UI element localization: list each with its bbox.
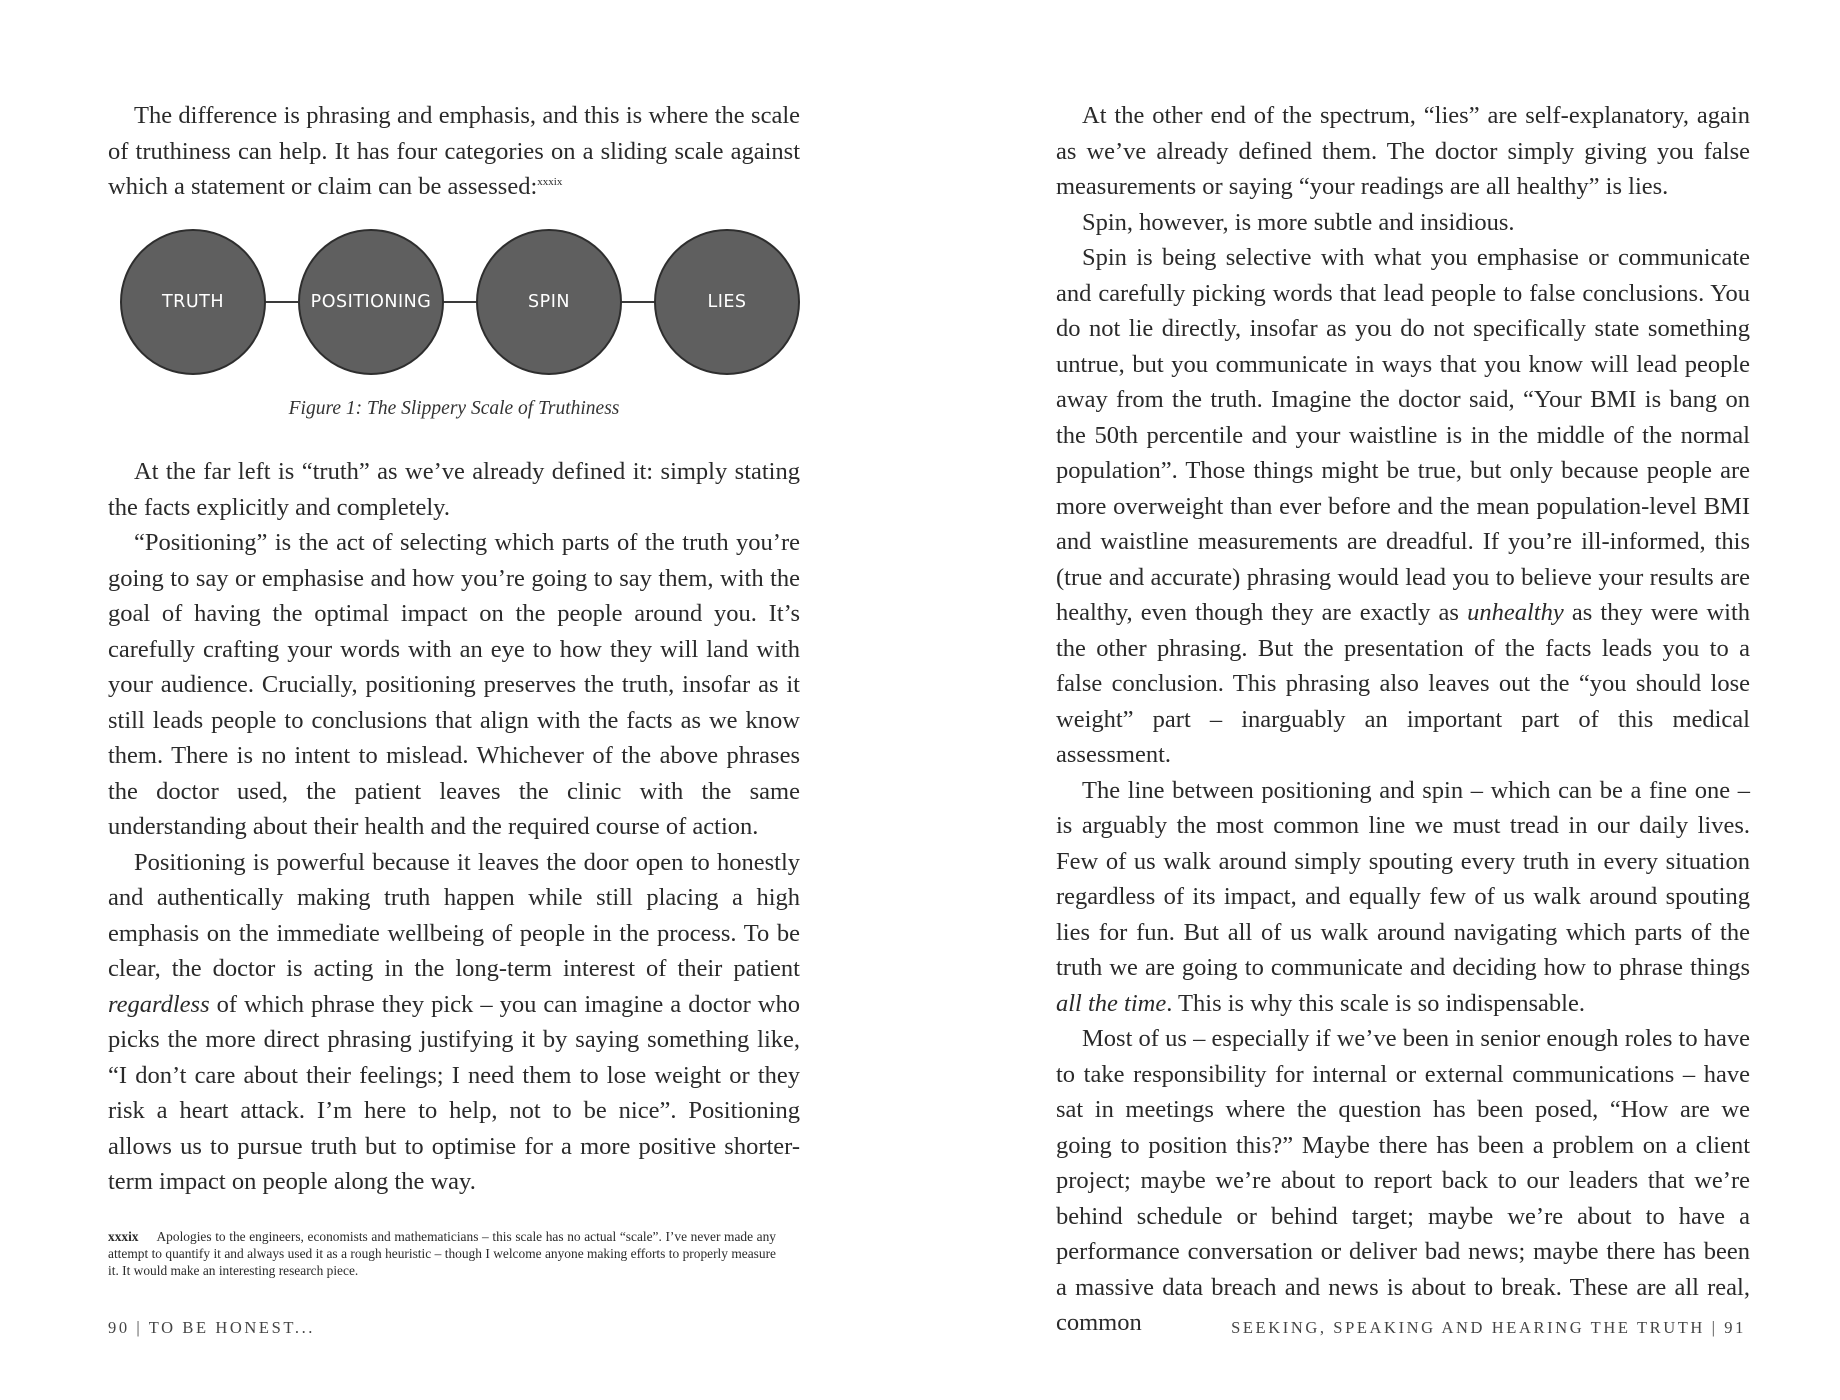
scale-circle-spin — [476, 229, 622, 375]
body-paragraph: “Positioning” is the act of selecting which parts of the truth you’re going to say or emphasise and how you’re going to say them, with the goal of having the optimal impact on the people around you. It’s carefully crafting your words with an eye to how they will land with your audience. Crucially, positioning preserves the truth, insofar as it still leads people to conclusions that align with the facts as we know them. There is no intent to mislead. Whichever of the above phrases the doctor used, the patient leaves the clinic with the same understanding about their health and the required course of action. — [108, 529, 800, 840]
running-head-left: 90 | TO BE HONEST... — [108, 1318, 316, 1337]
intro-text: The difference is phrasing and emphasis, and this is where the scale of truthiness can help. It has four categories on a sliding scale against which a statement or claim can be assessed: — [108, 102, 800, 200]
intro-paragraph — [108, 98, 800, 205]
scale-circle-lies — [654, 229, 800, 375]
emphasis-text: unhealthy — [1467, 599, 1564, 626]
circle-label: TRUTH — [161, 292, 224, 312]
circle-label: LIES — [707, 292, 747, 312]
body-paragraph: Spin, however, is more subtle and insidious. — [1082, 208, 1515, 236]
connector-line — [618, 301, 656, 303]
circle-label: POSITIONING — [310, 292, 432, 312]
connector-line — [440, 301, 478, 303]
body-paragraph: Positioning is powerful because it leaves the door open to honestly and authentically making truth happen while still placing a high emphasis on the immediate wellbeing of people in the process. To be clear, the doctor is acting in the long-term interest of their patient regardless of which phrase they pick – you can imagine a doctor who picks the more direct phrasing justifying it by saying something like, “I don’t care about their feelings; I need them to lose weight or they risk a heart attack. I’m here to help, not to be nice”. Positioning allows us to pursue truth but to optimise for a more positive shorter-term impact on people along the way. — [108, 848, 800, 1195]
running-head-right: SEEKING, SPEAKING AND HEARING THE TRUTH | 91 — [1231, 1318, 1746, 1337]
right-page — [920, 0, 1840, 1400]
right-body — [1056, 98, 1750, 1341]
emphasis-text: all the time — [1056, 989, 1167, 1017]
footnote — [108, 1228, 776, 1279]
body-paragraph: Spin is being selective with what you emphasise or communicate and carefully picking words that lead people to false conclusions. You do not lie directly, insofar as you do not specifically state something untrue, but you communicate in ways that you know will lead people away from the truth. Imagine the doctor said, “Your BMI is bang on the 50th percentile and your waistline is in the middle of the normal population”. Those things might be true, but only because people are more overweight than ever before and the mean population-level BMI and waistline measurements are dreadful. If you’re ill-informed, this (true and accurate) phrasing would lead you to believe your results are healthy, even though they are exactly as unhealthy as they were with the other phrasing. But the presentation of the facts leads you to a false conclusion. This phrasing also leaves out the “you should lose weight” part – inarguably an important part of this medical assessment. — [1056, 244, 1751, 768]
circle-label: SPIN — [528, 292, 570, 312]
footnote-reference: xxxix — [537, 175, 563, 188]
scale-circle-positioning — [298, 229, 444, 375]
body-paragraph: Most of us – especially if we’ve been in senior enough roles to have to take responsibility for internal or external communications – have sat in meetings where the question has been posed, “How are we going to position this?” Maybe there has been a problem on a client project; maybe we’re about to report back to our leaders that we’re behind schedule or behind target; maybe we’re about to have a performance conversation or deliver bad news; maybe there has been a massive data breach and news is about to break. These are all real, common — [1056, 1025, 1750, 1336]
body-paragraph: At the far left is “truth” as we’ve already defined it: simply stating the facts explicitly and completely. — [108, 458, 800, 521]
body-paragraph: The line between positioning and spin – which can be a fine one – is arguably the most common line we must tread in our daily lives. Few of us walk around simply spouting every truth in every situation regardless of its impact, and equally few of us walk around spouting lies for fun. But all of us walk around navigating which parts of the truth we are going to communicate and deciding how to phrase things all the time. This is why this scale is so indispensable. — [1056, 776, 1750, 1017]
scale-circle-truth — [120, 229, 266, 375]
footnote-text: Apologies to the engineers, economists and mathematicians – this scale has no actual “scale”. I’ve never made any attempt to quantify it and always used it as a rough heuristic – though I welcome anyone making efforts to properly measure it. It would make an interesting research piece. — [108, 1229, 776, 1278]
emphasis-text: regardless — [108, 990, 210, 1018]
intro-block — [108, 98, 800, 205]
figure-caption: Figure 1: The Slippery Scale of Truthiness — [288, 398, 620, 419]
footnote-mark: xxxix — [108, 1229, 139, 1244]
left-body — [108, 454, 800, 1200]
body-paragraph: At the other end of the spectrum, “lies” are self-explanatory, again as we’ve already defined them. The doctor simply giving you false measurements or saying “your readings are all healthy” is lies. — [1056, 102, 1750, 200]
truthiness-scale-figure — [118, 229, 788, 375]
